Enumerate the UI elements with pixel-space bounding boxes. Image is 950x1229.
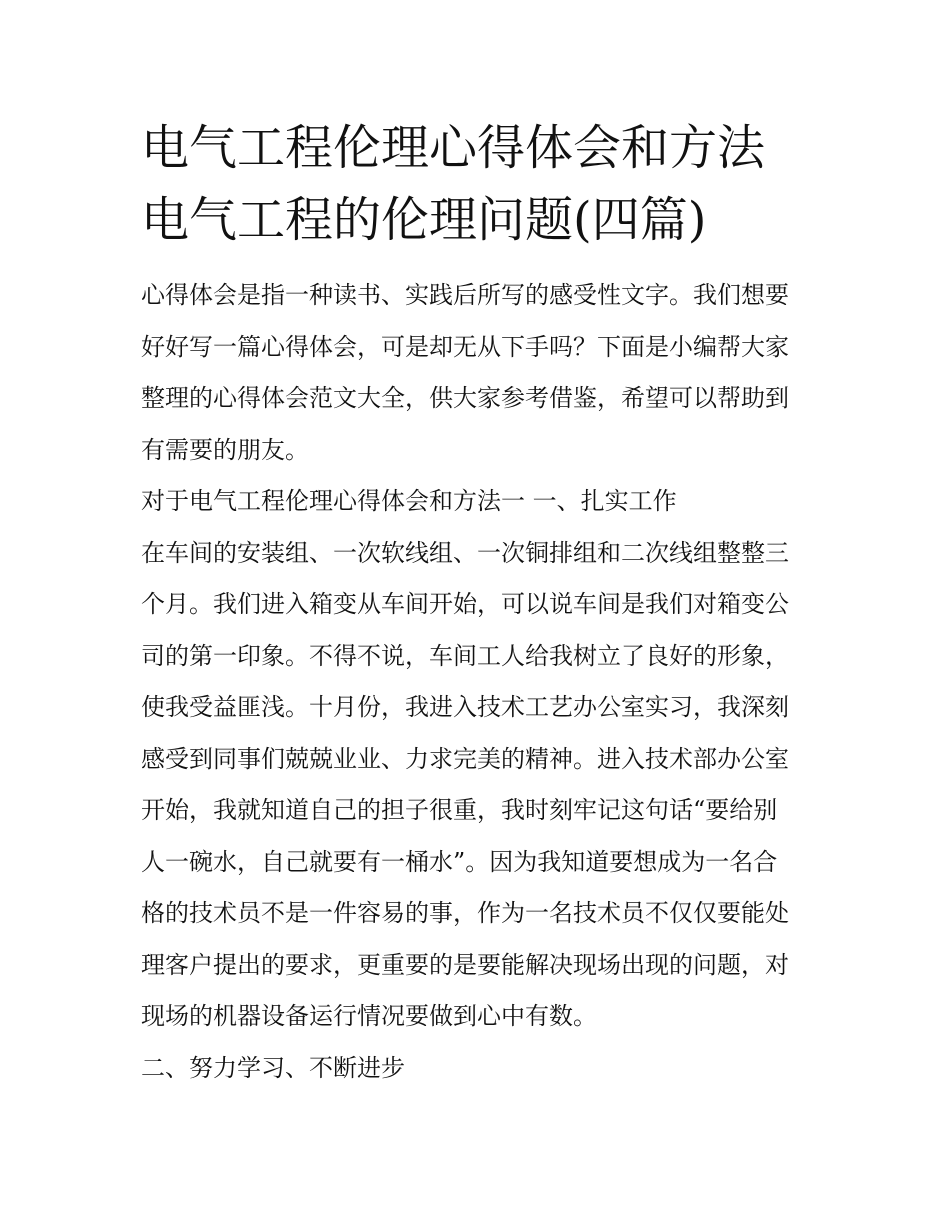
title-spacer — [141, 256, 813, 270]
section-heading-1: 对于电气工程伦理心得体会和方法一 一、扎实工作 — [141, 487, 677, 515]
intro-paragraph — [141, 270, 813, 476]
body-line-1: 在车间的安装组、一次软线组、一次铜排组和二次线组整整三 — [141, 538, 789, 567]
body-line-9: 理客户提出的要求，更重要的是要能解决现场出现的问题，对 — [141, 950, 789, 979]
body-line-3: 司的第一印象。不得不说，车间工人给我树立了良好的形象， — [141, 641, 789, 670]
body-paragraph — [141, 528, 813, 1043]
body-line-5: 感受到同事们兢兢业业、力求完美的精神。进入技术部办公室 — [141, 744, 789, 773]
intro-line-1: 心得体会是指一种读书、实践后所写的感受性文字。我们想要 — [141, 281, 789, 309]
body-line-7: 人一碗水，自己就要有一桶水”。因为我知道要想成为一名合 — [141, 847, 778, 876]
intro-line-3: 整理的心得体会范文大全，供大家参考借鉴，希望可以帮助到 — [141, 384, 789, 412]
body-line-4: 使我受益匪浅。十月份，我进入技术工艺办公室实习，我深刻 — [141, 693, 789, 721]
document-content — [141, 112, 813, 1094]
document-title — [141, 112, 813, 256]
body-line-8: 格的技术员不是一件容易的事，作为一名技术员不仅仅要能处 — [141, 899, 789, 927]
section-heading-2: 二、努力学习、不断进步 — [141, 1053, 405, 1082]
title-line-1: 电气工程伦理心得体会和方法 — [141, 120, 766, 176]
intro-line-4: 有需要的朋友。 — [141, 435, 309, 464]
intro-line-2: 好好写一篇心得体会，可是却无从下手吗？下面是小编帮大家 — [141, 332, 789, 361]
body-line-2: 个月。我们进入箱变从车间开始，可以说车间是我们对箱变公 — [141, 590, 789, 618]
body-line-6: 开始，我就知道自己的担子很重，我时刻牢记这句话“要给别 — [141, 796, 778, 824]
body-line-10: 现场的机器设备运行情况要做到心中有数。 — [141, 1002, 597, 1030]
title-line-2: 电气工程的伦理问题(四篇) — [141, 192, 707, 248]
